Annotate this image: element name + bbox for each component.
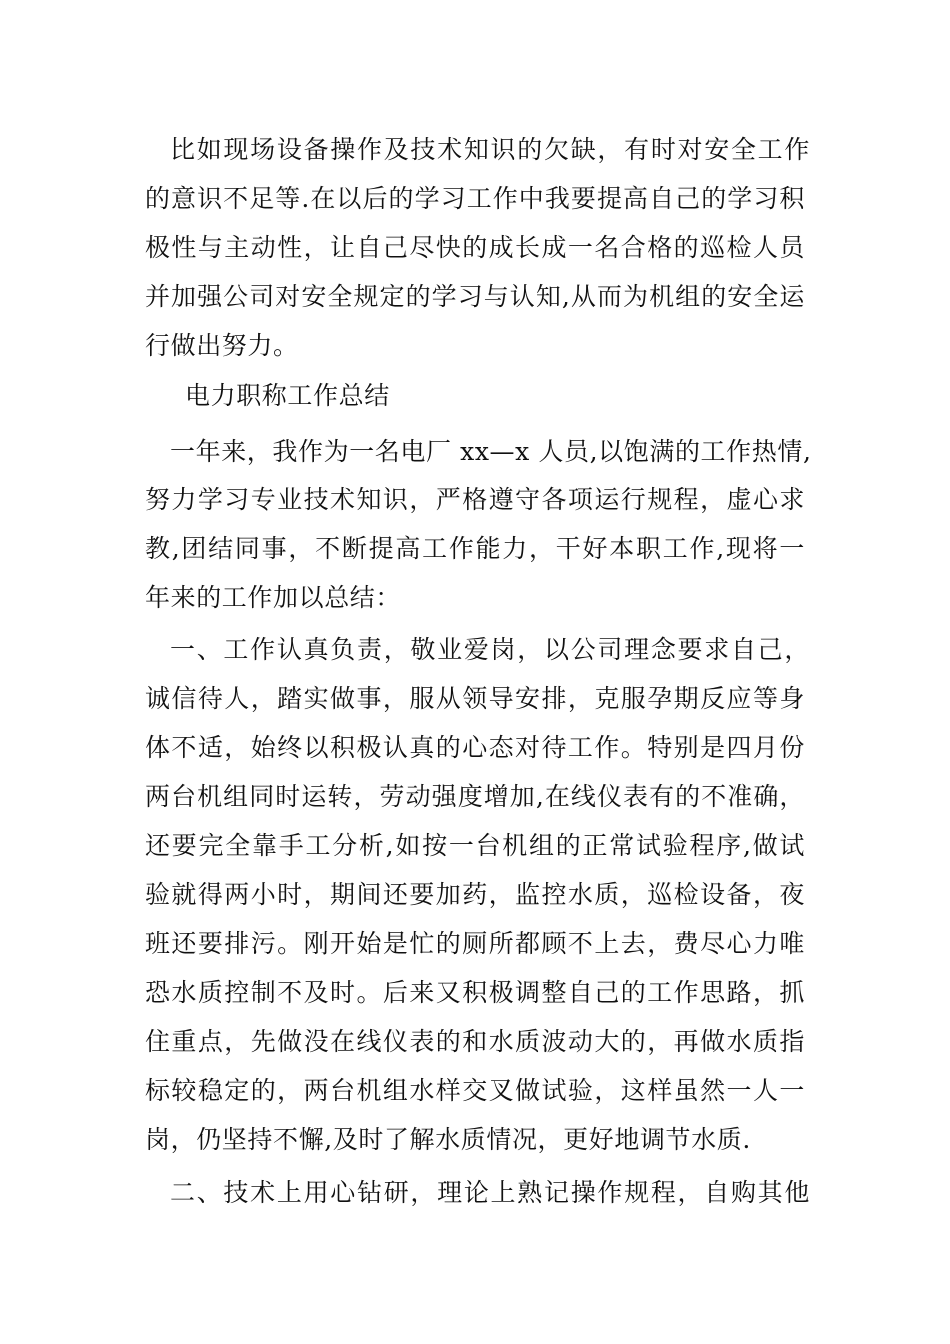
paragraph-line: 验就得两小时，期间还要加药，监控水质，巡检设备，夜 [145, 880, 805, 909]
paragraph-line: 还要完全靠手工分析,如按一台机组的正常试验程序,做试 [145, 831, 805, 860]
paragraph-line: 的意识不足等.在以后的学习工作中我要提高自己的学习积 [145, 184, 805, 213]
paragraph-line: 行做出努力。 [145, 331, 299, 360]
paragraph-line: 体不适，始终以积极认真的心态对待工作。特别是四月份 [145, 733, 805, 762]
paragraph-line: 诚信待人，踏实做事，服从领导安排，克服孕期反应等身 [145, 684, 805, 713]
paragraph-line: 教,团结同事，不断提高工作能力，干好本职工作,现将一 [145, 534, 805, 563]
paragraph-line: 两台机组同时运转，劳动强度增加,在线仪表有的不准确， [145, 782, 805, 811]
paragraph-line: 住重点，先做没在线仪表的和水质波动大的，再做水质指 [145, 1027, 805, 1056]
paragraph-line: 二、技术上用心钻研，理论上熟记操作规程，自购其他 [170, 1178, 810, 1207]
paragraph-line: 年来的工作加以总结： [145, 583, 402, 612]
paragraph-line: 标较稳定的，两台机组水样交叉做试验，这样虽然一人一 [145, 1076, 805, 1105]
paragraph-line: 一、工作认真负责，敬业爱岗，以公司理念要求自己， [170, 635, 810, 664]
paragraph-line: 比如现场设备操作及技术知识的欠缺，有时对安全工作 [170, 135, 810, 164]
paragraph-line: 极性与主动性，让自己尽快的成长成一名合格的巡检人员 [145, 233, 805, 262]
section-title: 电力职称工作总结 [185, 381, 390, 410]
paragraph-line: 恐水质控制不及时。后来又积极调整自己的工作思路，抓 [145, 978, 805, 1007]
paragraph-line: 并加强公司对安全规定的学习与认知,从而为机组的安全运 [145, 282, 805, 311]
paragraph-line: 班还要排污。刚开始是忙的厕所都顾不上去，费尽心力唯 [145, 929, 805, 958]
paragraph-line: 一年来，我作为一名电厂 xx—x 人员,以饱满的工作热情, [170, 437, 812, 466]
paragraph-line: 努力学习专业技术知识，严格遵守各项运行规程，虚心求 [145, 485, 805, 514]
paragraph-line: 岗，仍坚持不懈,及时了解水质情况，更好地调节水质. [145, 1125, 751, 1154]
